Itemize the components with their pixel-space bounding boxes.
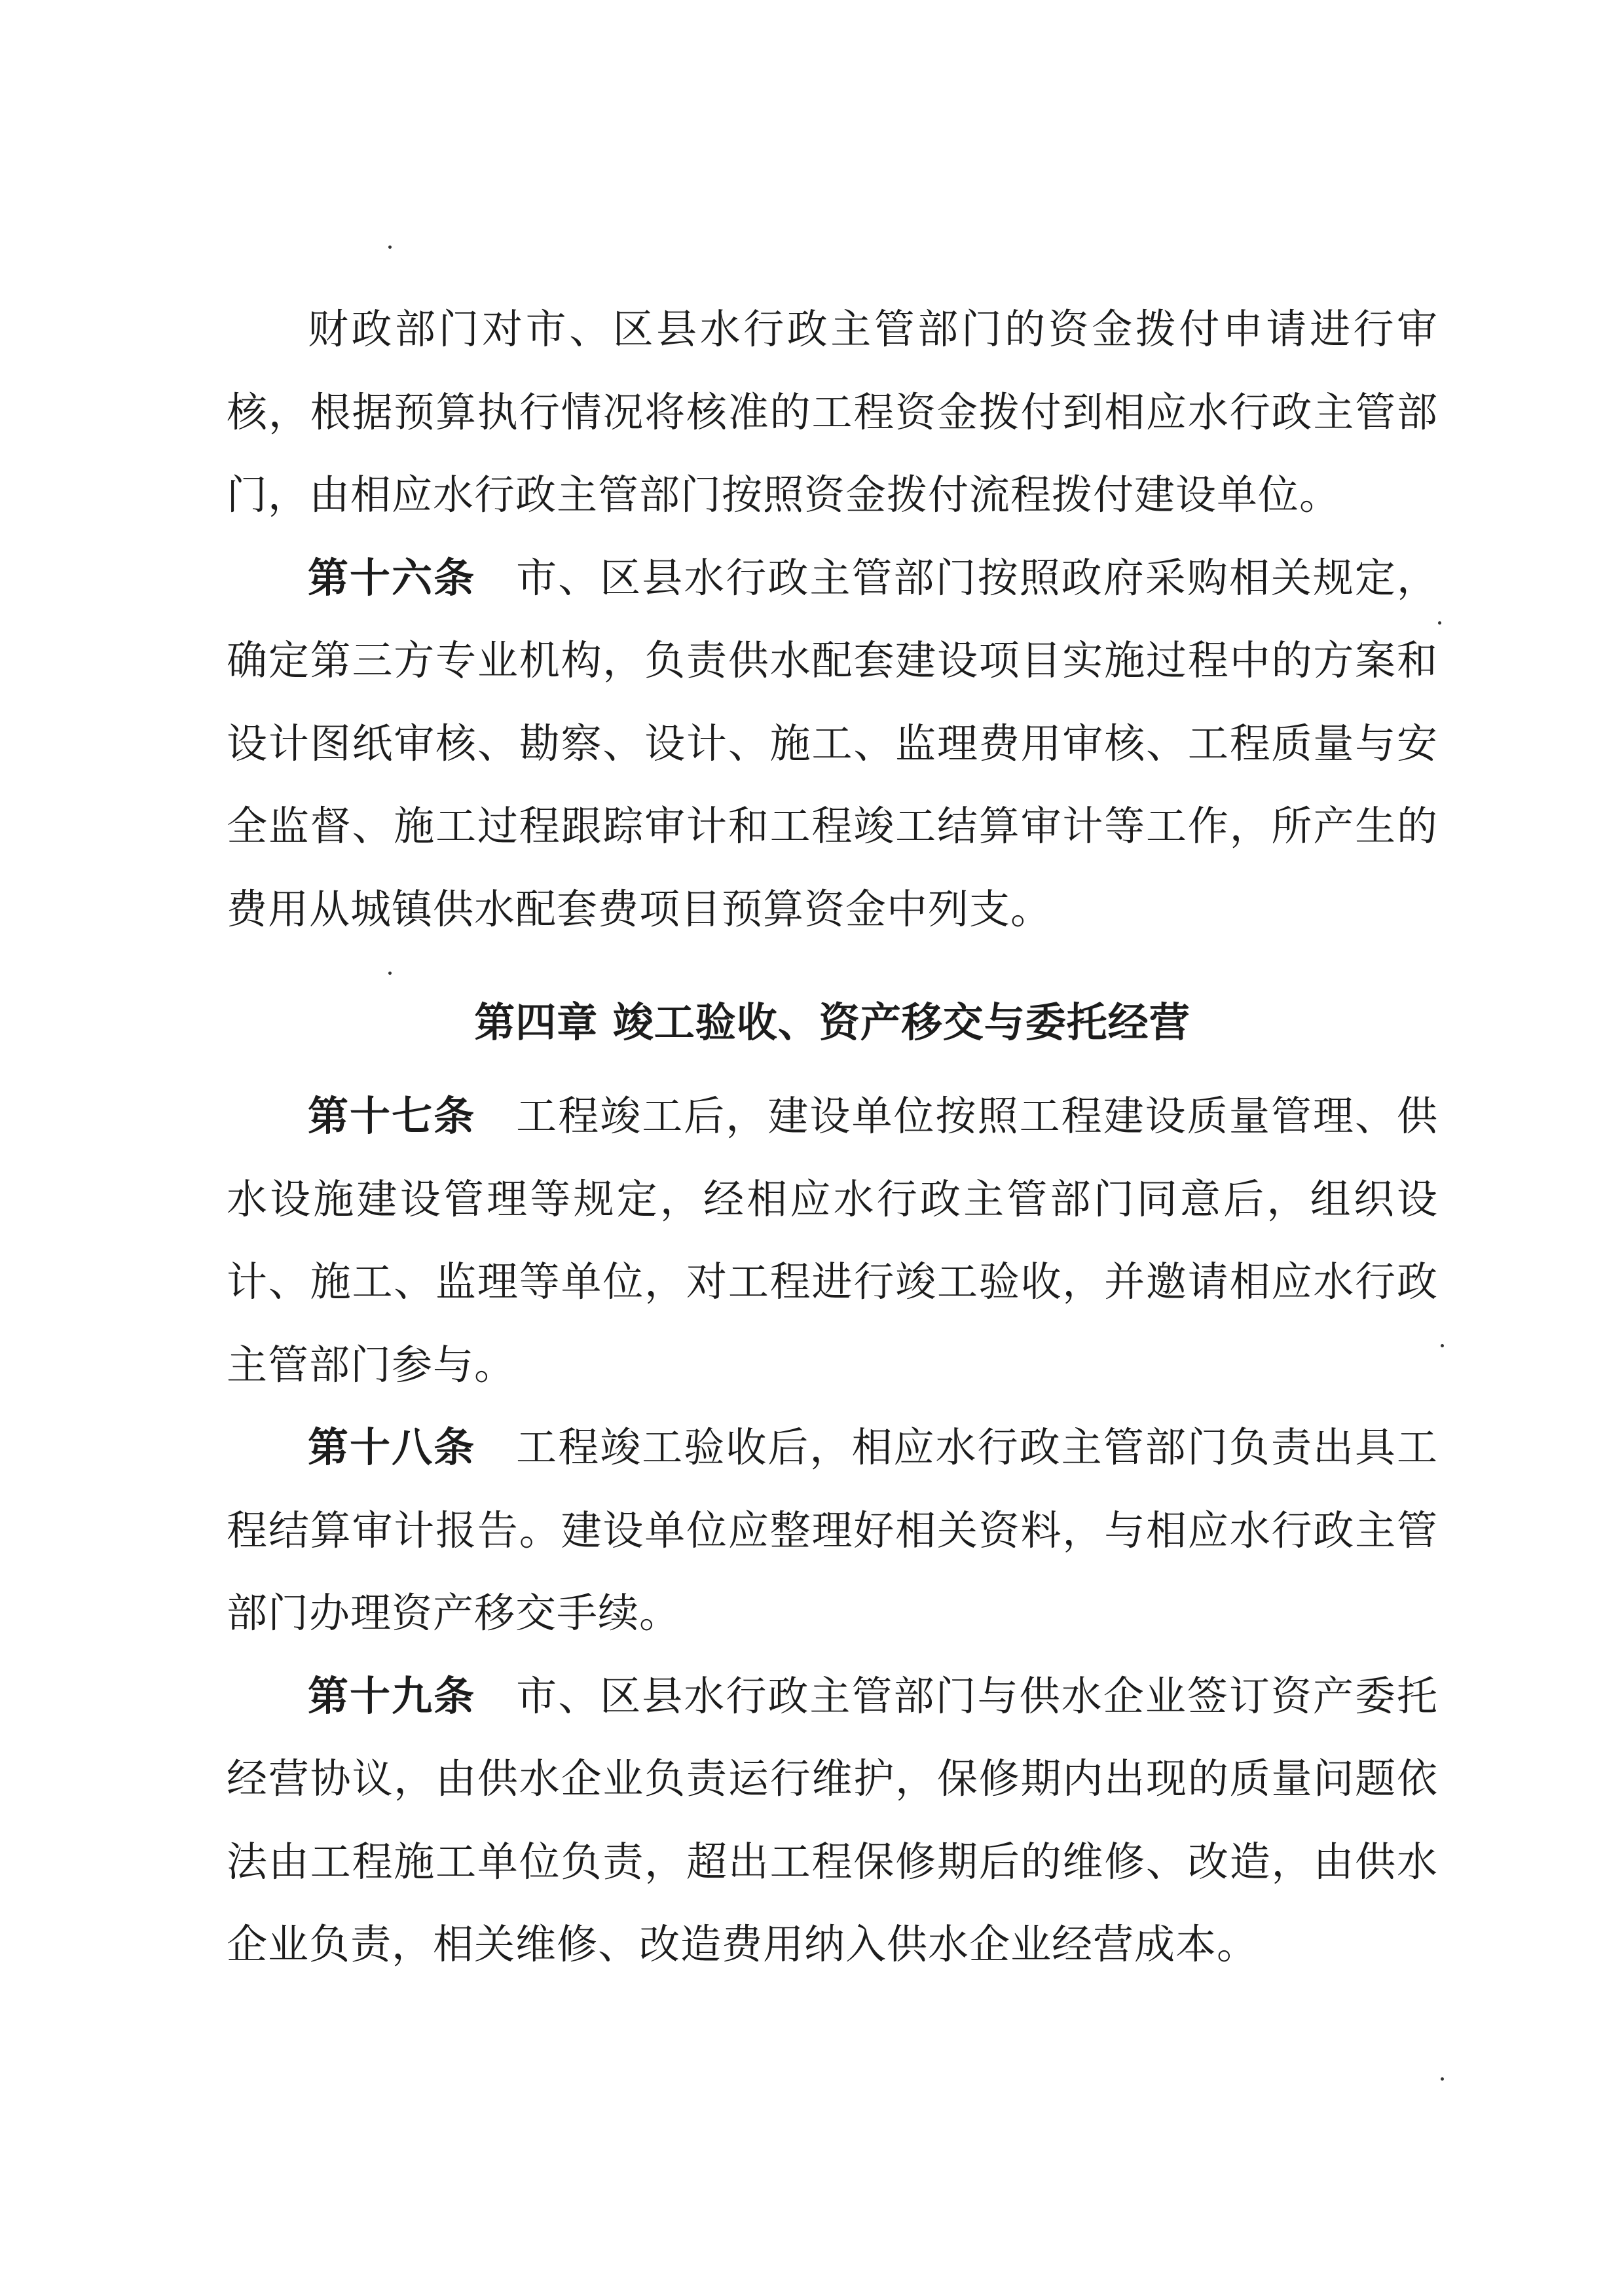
- article-17: [227, 1075, 1438, 1406]
- scan-speck: [1441, 2077, 1444, 2081]
- article-text: 工程竣工验收后，相应水行政主管部门负责出具工程结算审计报告。建设单位应整理好相关资料，与相应水行政主管部门办理资产移交手续。: [227, 1423, 1438, 1637]
- article-label: 第十九条: [308, 1671, 476, 1720]
- article-label: 第十六条: [308, 553, 476, 602]
- paragraph-continuation: [227, 288, 1438, 537]
- chapter-heading: 第四章 竣工验收、资产移交与委托经营: [474, 998, 1190, 1046]
- paragraph-text: 财政部门对市、区县水行政主管部门的资金拨付申请进行审核，根据预算执行情况将核准的工程资金拨付到相应水行政主管部门，由相应水行政主管部门按照资金拨付流程拨付建设单位。: [227, 305, 1438, 519]
- body-text-lower: [227, 1075, 1438, 1986]
- scan-speck: [1441, 1344, 1444, 1347]
- scan-speck: [388, 246, 392, 249]
- scan-speck: [1438, 621, 1441, 625]
- article-label: 第十八条: [308, 1423, 476, 1471]
- article-19: [227, 1655, 1438, 1986]
- article-18: [227, 1406, 1438, 1655]
- article-text: 市、区县水行政主管部门按照政府采购相关规定，确定第三方专业机构，负责供水配套建设项目实施过程中的方案和设计图纸审核、勘察、设计、施工、监理费用审核、工程质量与安全监督、施工过程跟踪审计和工程竣工结算审计等工作，所产生的费用从城镇供水配套费项目预算资金中列支。: [227, 553, 1438, 933]
- article-label: 第十七条: [308, 1092, 476, 1140]
- scan-speck: [388, 972, 392, 975]
- article-text: 市、区县水行政主管部门与供水企业签订资产委托经营协议，由供水企业负责运行维护，保修期内出现的质量问题依法由工程施工单位负责，超出工程保修期后的维修、改造，由供水企业负责，相关维修、改造费用纳入供水企业经营成本。: [227, 1671, 1438, 1968]
- article-16: [227, 537, 1438, 951]
- body-text-upper: [227, 288, 1438, 951]
- article-text: 工程竣工后，建设单位按照工程建设质量管理、供水设施建设管理等规定，经相应水行政主管部门同意后，组织设计、施工、监理等单位，对工程进行竣工验收，并邀请相应水行政主管部门参与。: [227, 1092, 1438, 1389]
